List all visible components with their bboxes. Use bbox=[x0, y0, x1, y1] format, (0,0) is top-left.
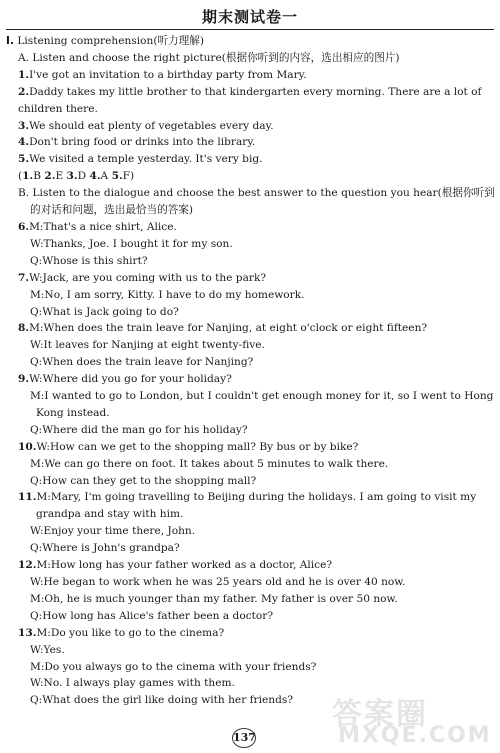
answer-item bbox=[22, 170, 41, 182]
speaker-label: W: bbox=[36, 440, 50, 453]
dialogue-text: When does the train leave for Nanjing, at eight o'clock or eight fifteen? bbox=[43, 322, 428, 335]
list-item bbox=[6, 151, 496, 168]
answer-value: B bbox=[33, 170, 41, 183]
item-text: Don't bring food or drinks into the library. bbox=[29, 136, 256, 149]
speaker-label: M: bbox=[36, 559, 51, 572]
dialogue-text: We can go there on foot. It takes about 5 minutes to walk there. bbox=[44, 457, 389, 470]
speaker-label: Q: bbox=[30, 474, 43, 487]
speaker-label: W: bbox=[30, 237, 44, 250]
speaker-label: M: bbox=[30, 660, 45, 673]
speaker-label: M: bbox=[30, 288, 45, 301]
item-number: 11. bbox=[18, 491, 37, 504]
speaker-label: Q: bbox=[30, 694, 43, 707]
item-text: children there. bbox=[18, 102, 98, 115]
speaker-label: Q: bbox=[30, 542, 43, 555]
instruction-line: 的对话和问题，选出最恰当的答案) bbox=[30, 204, 194, 217]
speaker-label: Q: bbox=[30, 609, 43, 622]
item-number: 10. bbox=[18, 440, 37, 453]
speaker-label: Q: bbox=[30, 254, 43, 267]
answer-number: 5. bbox=[111, 170, 123, 183]
dialogue-text: Do you like to go to the cinema? bbox=[50, 626, 225, 639]
dialogue-text: Where did the man go for his holiday? bbox=[42, 423, 248, 436]
dialogue-line bbox=[6, 371, 496, 388]
item-number: 9. bbox=[18, 373, 30, 386]
dialogue-text: I wanted to go to London, but I couldn't get enough money for it, so I went to Hong bbox=[44, 390, 494, 403]
answer-number: 3. bbox=[66, 170, 78, 183]
dialogue-text: grandpa and stay with him. bbox=[36, 508, 184, 521]
dialogue-text: How long has your father worked as a doctor, Alice? bbox=[50, 559, 333, 572]
dialogue-line bbox=[6, 354, 496, 371]
answer-item bbox=[89, 170, 108, 182]
dialogue-text: What does the girl like doing with her friends? bbox=[42, 694, 293, 707]
dialogue-line bbox=[6, 473, 496, 490]
speaker-label: W: bbox=[30, 339, 44, 352]
dialogue-text: How can we get to the shopping mall? By bus or by bike? bbox=[49, 440, 359, 453]
speaker-label: M: bbox=[30, 390, 45, 403]
item-text: We should eat plenty of vegetables every day. bbox=[29, 119, 274, 132]
dialogue-text: It leaves for Nanjing at eight twenty-five. bbox=[43, 339, 265, 352]
dialogue-line bbox=[6, 439, 496, 456]
dialogue-line bbox=[6, 304, 496, 321]
speaker-label: W: bbox=[29, 271, 43, 284]
page-number: 137 bbox=[232, 728, 256, 748]
dialogue-line bbox=[6, 270, 496, 287]
dialogue-line bbox=[6, 625, 496, 642]
dialogue-line bbox=[6, 489, 496, 506]
dialogue-text: Oh, he is much younger than my father. My father is over 50 now. bbox=[44, 592, 398, 605]
instruction-line: B. Listen to the dialogue and choose the best answer to the question you hear(根据你听到 bbox=[18, 187, 495, 200]
item-text: Daddy takes my little brother to that kindergarten every morning. There are a lot of bbox=[29, 85, 482, 98]
item-number: 12. bbox=[18, 559, 37, 572]
dialogue-line bbox=[6, 591, 496, 608]
dialogue-line bbox=[6, 523, 496, 540]
dialogue-text: When does the train leave for Nanjing? bbox=[42, 356, 254, 369]
item-number: 1. bbox=[18, 68, 30, 81]
dialogue-line bbox=[6, 287, 496, 304]
list-item bbox=[6, 101, 496, 118]
dialogue-line bbox=[6, 337, 496, 354]
dialogue-line bbox=[6, 456, 496, 473]
list-item bbox=[6, 67, 496, 84]
speaker-label: Q: bbox=[30, 356, 43, 369]
speaker-label: W: bbox=[30, 677, 44, 690]
answer-value: F bbox=[122, 170, 130, 183]
item-number: 6. bbox=[18, 220, 30, 233]
item-number: 13. bbox=[18, 626, 37, 639]
dialogue-line bbox=[6, 608, 496, 625]
answer-number: 2. bbox=[44, 170, 56, 183]
dialogue-text: He began to work when he was 25 years old and he is over 40 now. bbox=[43, 576, 406, 588]
answer-value: D bbox=[77, 170, 87, 183]
dialogue-text: No. I always play games with them. bbox=[43, 677, 235, 690]
answer-value: E bbox=[55, 170, 64, 183]
dialogue-text: Do you always go to the cinema with your friends? bbox=[44, 660, 317, 673]
dialogue-text: Jack, are you coming with us to the park? bbox=[42, 271, 267, 284]
dialogue-text: That's a nice shirt, Alice. bbox=[43, 220, 177, 233]
list-item bbox=[6, 84, 496, 101]
exam-content bbox=[6, 33, 496, 709]
dialogue-text: How can they get to the shopping mall? bbox=[42, 474, 257, 487]
list-item bbox=[6, 118, 496, 135]
item-number: 7. bbox=[18, 271, 30, 284]
watermark-logo bbox=[324, 689, 494, 749]
speaker-label: W: bbox=[29, 373, 43, 386]
item-number: 8. bbox=[18, 322, 30, 335]
dialogue-text: Yes. bbox=[43, 643, 65, 656]
dialogue-line bbox=[6, 574, 496, 591]
part-a-instruction: A. Listen and choose the right picture(根据你听到的内容，选出相应的图片) bbox=[18, 51, 400, 64]
title-divider bbox=[6, 29, 494, 30]
watermark-url: MXQE.COM bbox=[338, 723, 492, 748]
part-b-items bbox=[6, 219, 496, 709]
dialogue-text: Mary, I'm going travelling to Beijing during the holidays. I am going to visit my bbox=[50, 491, 477, 504]
speaker-label: W: bbox=[30, 576, 44, 588]
part-a-items bbox=[6, 67, 496, 168]
item-text: We visited a temple yesterday. It's very big. bbox=[29, 153, 263, 166]
speaker-label: M: bbox=[29, 220, 44, 233]
page-title: 期末测试卷一 bbox=[201, 8, 298, 26]
dialogue-line bbox=[6, 642, 496, 659]
item-number: 2. bbox=[18, 85, 30, 98]
dialogue-text: What is Jack going to do? bbox=[42, 305, 179, 318]
answer-number: 1. bbox=[22, 170, 34, 183]
dialogue-text: Whose is this shirt? bbox=[42, 254, 148, 267]
speaker-label: M: bbox=[36, 491, 51, 504]
dialogue-text: How long has Alice's father been a doctor? bbox=[42, 609, 274, 622]
dialogue-text: Kong instead. bbox=[36, 406, 110, 419]
speaker-label: M: bbox=[30, 592, 45, 605]
part-a-answers: (1.B 2.E 3.D 4.A 5.F) bbox=[18, 170, 135, 183]
speaker-label: M: bbox=[36, 626, 51, 639]
section-title: Listening comprehension(听力理解) bbox=[17, 35, 204, 47]
item-number: 4. bbox=[18, 136, 30, 149]
dialogue-text: Where is John's grandpa? bbox=[42, 542, 180, 555]
answer-item bbox=[112, 170, 130, 182]
speaker-label: Q: bbox=[30, 423, 43, 436]
speaker-label: W: bbox=[30, 643, 44, 656]
dialogue-line bbox=[6, 219, 496, 236]
speaker-label: M: bbox=[30, 457, 45, 470]
dialogue-line bbox=[6, 253, 496, 270]
speaker-label: M: bbox=[29, 322, 44, 335]
section-number: Ⅰ. bbox=[6, 35, 14, 47]
watermark-text: 答案圈 bbox=[332, 697, 428, 732]
speaker-label: Q: bbox=[30, 305, 43, 318]
dialogue-text: Enjoy your time there, John. bbox=[43, 525, 196, 538]
item-number: 5. bbox=[18, 153, 30, 166]
speaker-label: W: bbox=[30, 525, 44, 538]
section-heading bbox=[6, 33, 496, 50]
dialogue-line bbox=[6, 540, 496, 557]
dialogue-line bbox=[6, 506, 496, 523]
dialogue-line bbox=[6, 405, 496, 422]
dialogue-line bbox=[6, 236, 496, 253]
answer-item bbox=[67, 170, 87, 182]
item-text: I've got an invitation to a birthday party from Mary. bbox=[29, 68, 307, 81]
dialogue-line bbox=[6, 422, 496, 439]
dialogue-text: No, I am sorry, Kitty. I have to do my homework. bbox=[44, 288, 305, 301]
item-number: 3. bbox=[18, 119, 30, 132]
answer-item bbox=[44, 170, 63, 182]
dialogue-text: Thanks, Joe. I bought it for my son. bbox=[43, 237, 233, 250]
answer-value: A bbox=[100, 170, 109, 183]
part-b-instruction bbox=[6, 185, 496, 219]
list-item bbox=[6, 134, 496, 151]
dialogue-line bbox=[6, 557, 496, 574]
dialogue-text: Where did you go for your holiday? bbox=[42, 373, 232, 386]
answer-number: 4. bbox=[89, 170, 101, 183]
dialogue-line bbox=[6, 388, 496, 405]
dialogue-line bbox=[6, 320, 496, 337]
dialogue-line bbox=[6, 659, 496, 676]
